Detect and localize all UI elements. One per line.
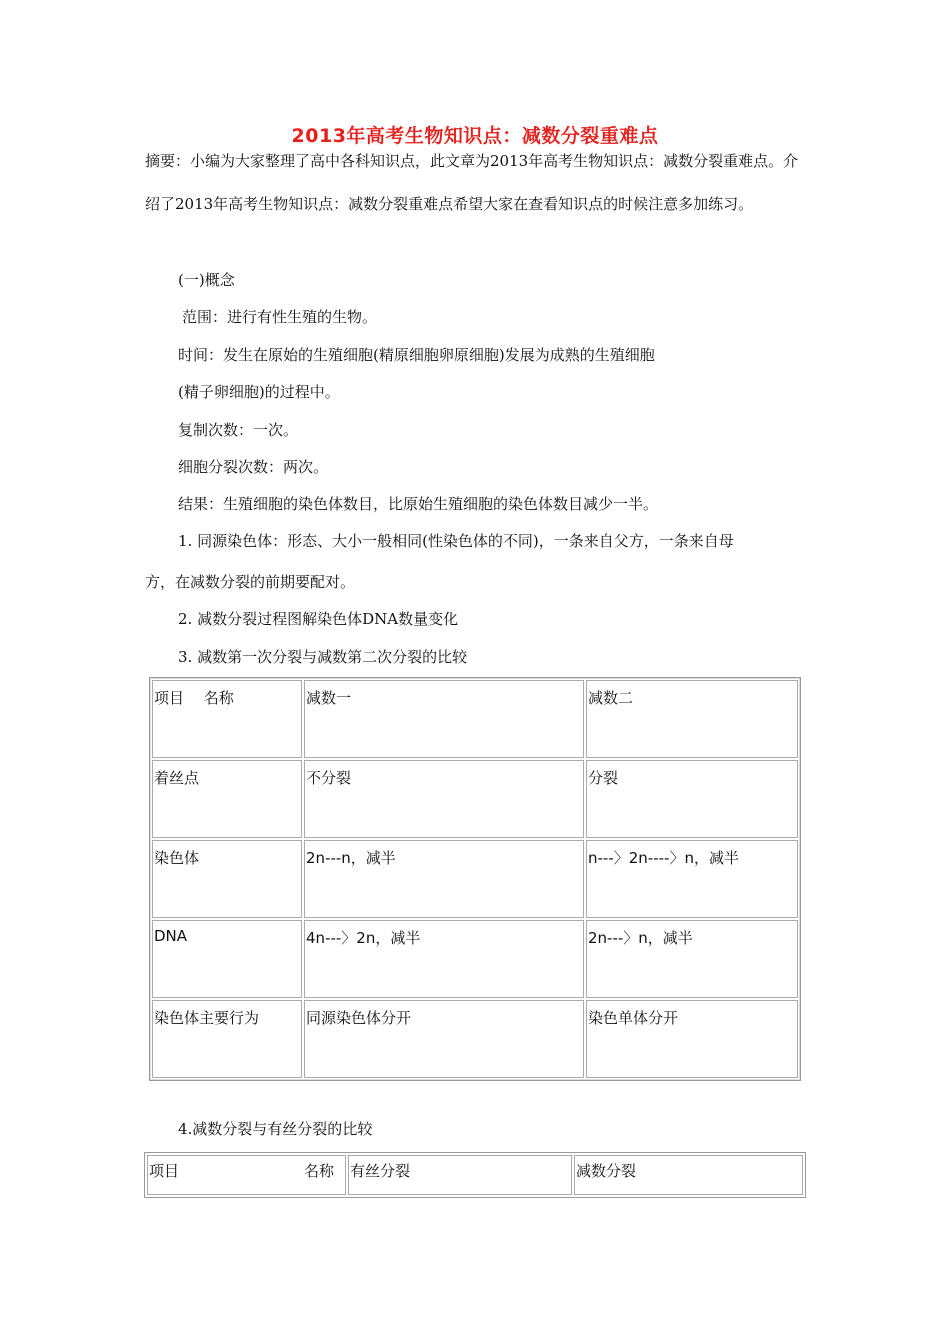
table-cell: DNA: [152, 920, 302, 998]
table-cell: 染色体: [152, 840, 302, 918]
point3-line: 3. 减数第一次分裂与减数第二次分裂的比较: [178, 648, 468, 666]
meiosis-comparison-table: [149, 677, 801, 1081]
table-cell: 分裂: [586, 760, 798, 838]
table-row: [152, 920, 798, 998]
table-cell: 同源染色体分开: [304, 1000, 584, 1078]
table-cell: 4n---〉2n，减半: [304, 920, 584, 998]
table-row: [152, 680, 798, 758]
table-header-cell: [147, 1155, 346, 1195]
table-header-cell: 减数二: [586, 680, 798, 758]
table-header-cell: 减数分裂: [574, 1155, 803, 1195]
point1-line-1: 1. 同源染色体：形态、大小一般相同(性染色体的不同)，一条来自父方，一条来自母: [178, 532, 734, 550]
table-row: [147, 1155, 803, 1195]
table-cell: 染色体主要行为: [152, 1000, 302, 1078]
table-cell: 着丝点: [152, 760, 302, 838]
time-line-2: (精子卵细胞)的过程中。: [178, 383, 340, 401]
division-line: 细胞分裂次数：两次。: [178, 458, 329, 476]
document-title: 2013年高考生物知识点：减数分裂重难点: [291, 125, 659, 147]
table-row: [152, 1000, 798, 1078]
table-row: [152, 840, 798, 918]
table-header-label: 名称: [304, 1162, 335, 1180]
table-cell: 不分裂: [304, 760, 584, 838]
point2-line: 2. 减数分裂过程图解染色体DNA数量变化: [178, 610, 459, 628]
point4-line: 4.减数分裂与有丝分裂的比较: [178, 1120, 373, 1138]
table-cell: 2n---n，减半: [304, 840, 584, 918]
table-header-cell: 有丝分裂: [348, 1155, 572, 1195]
scope-line: 范围：进行有性生殖的生物。: [182, 308, 378, 326]
point1-line-2: 方，在减数分裂的前期要配对。: [145, 573, 356, 591]
table-row: [152, 760, 798, 838]
table-cell: 2n---〉n，减半: [586, 920, 798, 998]
table-cell: n---〉2n----〉n，减半: [586, 840, 798, 918]
table-header-cell: 项目 名称: [152, 680, 302, 758]
concept-heading: (一)概念: [178, 271, 235, 289]
meiosis-mitosis-table: [144, 1152, 806, 1198]
time-line-1: 时间：发生在原始的生殖细胞(精原细胞卵原细胞)发展为成熟的生殖细胞: [178, 346, 655, 364]
table-header-label: 项目: [149, 1162, 180, 1180]
result-line: 结果：生殖细胞的染色体数目，比原始生殖细胞的染色体数目减少一半。: [178, 495, 659, 513]
replication-line: 复制次数：一次。: [178, 421, 299, 439]
table-header-cell: 减数一: [304, 680, 584, 758]
table-cell: 染色单体分开: [586, 1000, 798, 1078]
abstract-paragraph: 摘要：小编为大家整理了高中各科知识点，此文章为2013年高考生物知识点：减数分裂重难点。介绍了2013年高考生物知识点：减数分裂重难点希望大家在查看知识点的时候注意多加练习。: [145, 152, 799, 213]
